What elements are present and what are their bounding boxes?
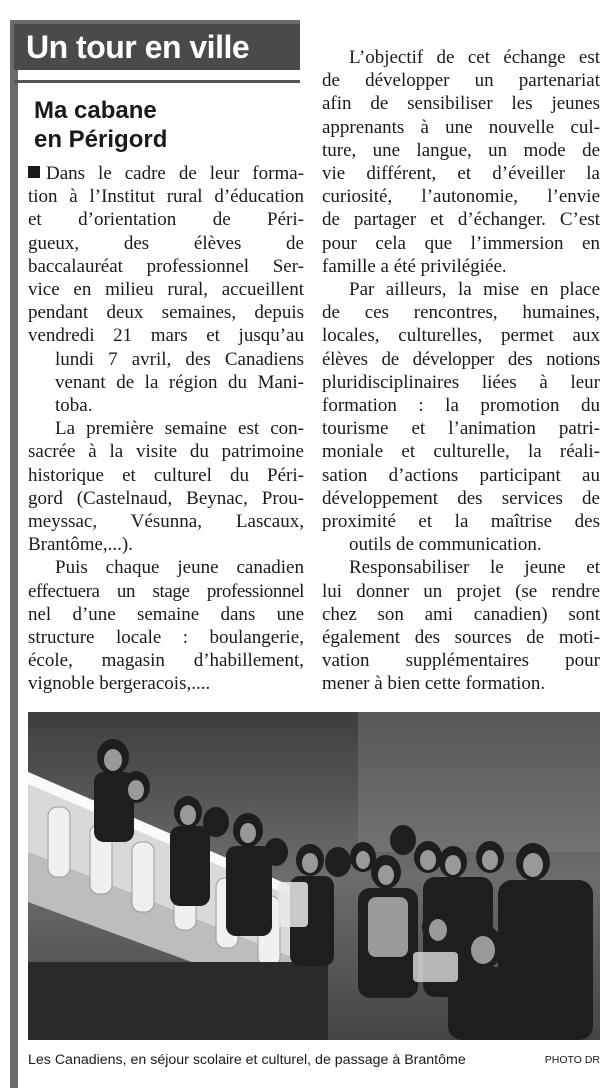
text-line: afin de sensibiliser les jeunes xyxy=(322,93,600,115)
text-line: de ces rencontres, humaines, xyxy=(322,302,600,324)
text-line: Par ailleurs, la mise en place xyxy=(349,279,600,301)
text-line: gueux, des élèves de xyxy=(28,232,304,254)
text-line: pluridisciplinaires liées à leur xyxy=(322,371,600,393)
article-column-left xyxy=(28,162,304,696)
text-line: venant de la région du Mani- xyxy=(55,371,304,393)
text-line: baccalauréat professionnel Ser- xyxy=(28,255,304,277)
text-line: de développer un partenariat xyxy=(322,70,600,92)
rubric-underline xyxy=(14,80,300,83)
photo-credit: PHOTO DR xyxy=(544,1054,600,1066)
text-line: L’objectif de cet échange est xyxy=(349,47,600,68)
text-line: tion à l’Institut rural d’éducation xyxy=(28,186,304,208)
text-line: vie différent, et d’éveiller la xyxy=(322,163,600,185)
text-line: ture, une langue, un mode de xyxy=(322,139,600,161)
text-line: vation supplémentaires pour xyxy=(322,650,600,672)
text-line: toba. xyxy=(55,395,93,417)
paragraph-bullet-icon xyxy=(28,166,40,178)
text-line: locales, culturelles, permet aux xyxy=(322,325,600,347)
article-headline xyxy=(34,96,294,154)
text-line: historique et culturel du Péri- xyxy=(28,464,304,486)
text-line: formation : la promotion du xyxy=(322,395,600,417)
text-line: sation d’actions participant au xyxy=(322,464,600,486)
group-photo xyxy=(28,712,600,1040)
text-line: élèves de développer des notions xyxy=(322,348,600,370)
text-line: mener à bien cette formation. xyxy=(322,673,546,695)
text-line: famille a été privilégiée. xyxy=(322,255,507,277)
text-line: moniale et culturelle, la réali- xyxy=(322,441,600,463)
text-line: Dans le cadre de leur forma- xyxy=(28,162,304,185)
text-line: sacrée à la visite du patrimoine xyxy=(28,441,304,463)
rubric-title: Un tour en ville xyxy=(26,29,250,65)
text-line: meyssac, Vésunna, Lascaux, xyxy=(28,511,304,533)
left-rule xyxy=(10,20,18,1088)
text-line: de partager et d’échanger. C’est xyxy=(322,209,600,231)
text-line: curiosité, l’autonomie, l’envie xyxy=(322,186,600,208)
group-photo-illustration xyxy=(28,712,600,1040)
text-line: La première semaine est con- xyxy=(55,418,304,440)
text-line: Puis chaque jeune canadien xyxy=(55,557,304,579)
text-line: vice en milieu rural, accueillent xyxy=(28,279,304,301)
text-line: développement des services de xyxy=(322,487,600,509)
text-line: également des sources de moti- xyxy=(322,627,600,649)
text-line: Brantôme,...). xyxy=(28,534,134,556)
headline-line: en Périgord xyxy=(34,126,168,153)
text-line: et d’orientation de Péri- xyxy=(28,209,304,231)
text-line: chez son ami canadien) sont xyxy=(322,603,600,625)
text-line: effectuera un stage professionnel xyxy=(28,580,304,602)
text-line: gord (Castelnaud, Beynac, Prou- xyxy=(28,487,304,509)
text-line: nel d’une semaine dans une xyxy=(28,603,304,625)
text-line: structure locale : boulangerie, xyxy=(28,627,304,649)
text-line: lui donner un projet (se rendre xyxy=(322,580,600,602)
text-line: Responsabiliser le jeune et xyxy=(349,557,600,579)
article-column-right xyxy=(322,46,600,696)
text-line: tourisme et l’animation patri- xyxy=(322,418,600,440)
text-line: vendredi 21 mars et jusqu’au xyxy=(28,325,304,347)
text-line: outils de communication. xyxy=(349,534,542,556)
text-line: vignoble bergeracois,.... xyxy=(28,673,211,695)
text-line: proximité et la maîtrise des xyxy=(322,511,600,533)
headline-line: Ma cabane xyxy=(34,97,157,124)
text-line: lundi 7 avril, des Canadiens xyxy=(55,348,304,370)
text-line: pour cela que l’immersion en xyxy=(322,232,600,254)
photo-caption: Les Canadiens, en séjour scolaire et culturel, de passage à Brantôme xyxy=(28,1052,466,1068)
text-line: pendant deux semaines, depuis xyxy=(28,302,304,324)
text-line: école, magasin d’habillement, xyxy=(28,650,304,672)
text-line: apprenants à une nouvelle cul- xyxy=(322,116,600,138)
